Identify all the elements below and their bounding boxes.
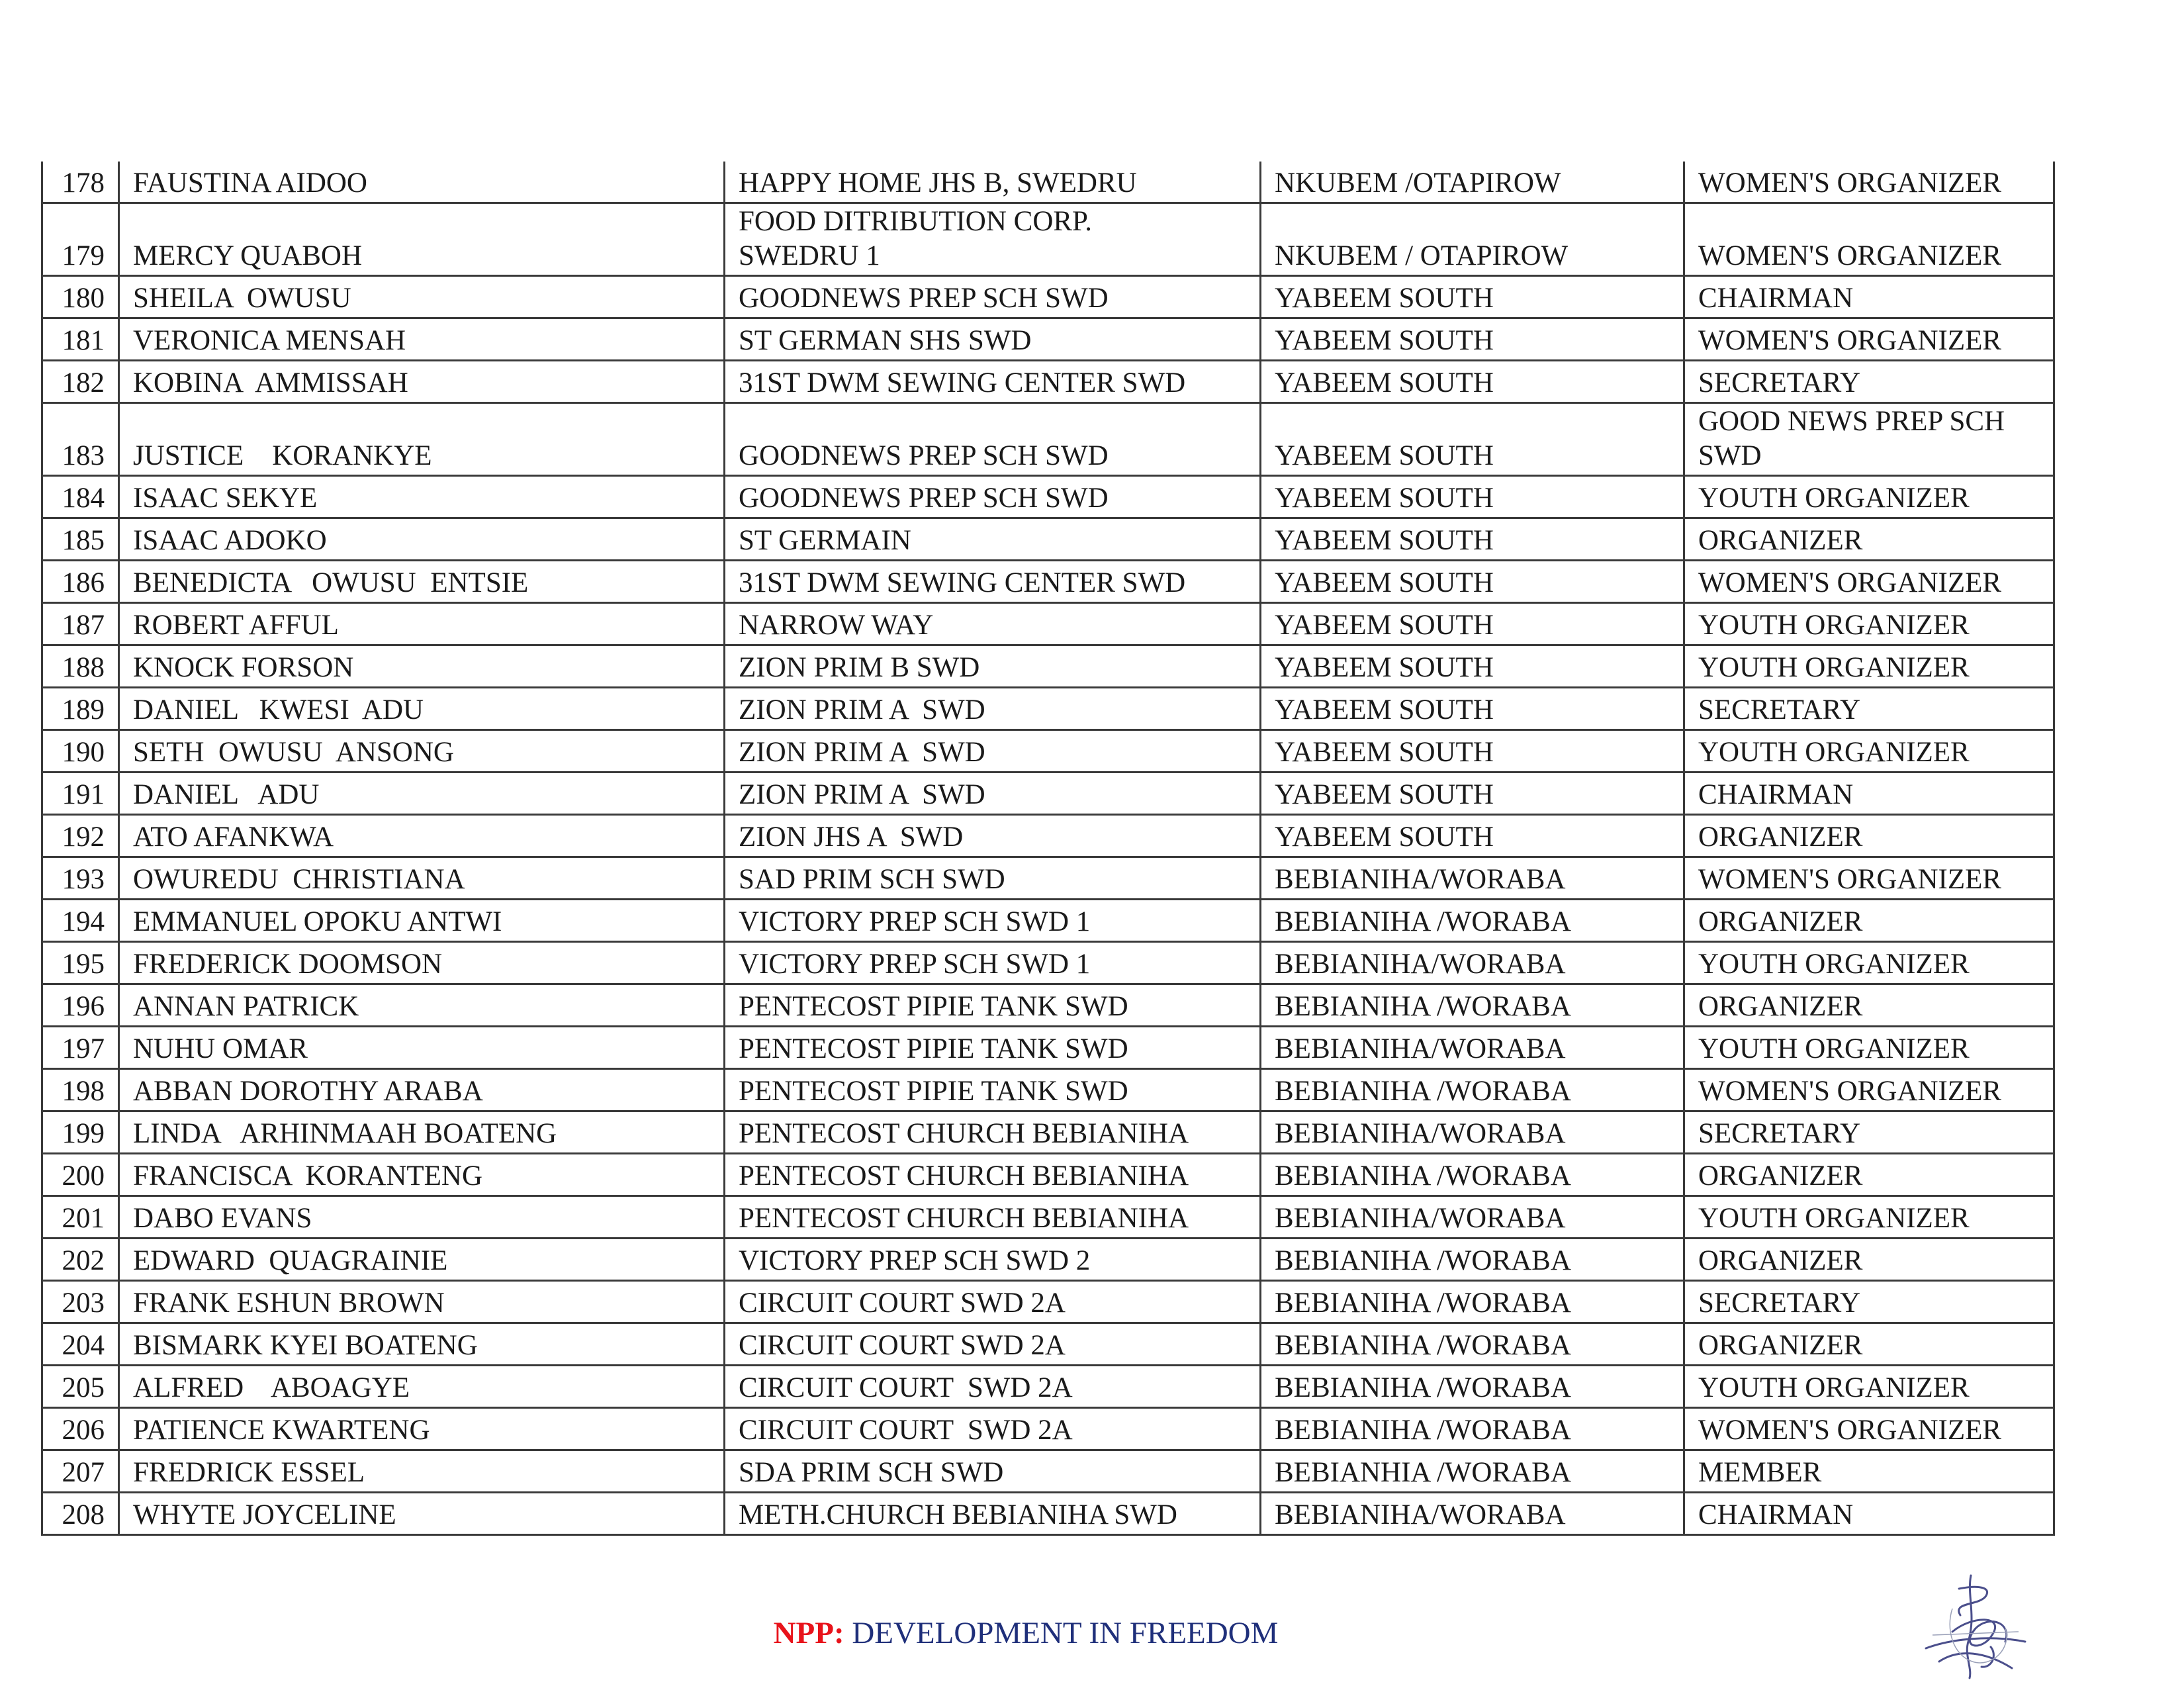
row-number: 207 — [42, 1450, 119, 1493]
row-number: 193 — [42, 857, 119, 900]
area-name: BEBIANIHA/WORABA — [1261, 1196, 1684, 1239]
row-number: 181 — [42, 318, 119, 361]
area-name: BEBIANHIA /WORABA — [1261, 1450, 1684, 1493]
area-name: YABEEM SOUTH — [1261, 276, 1684, 318]
area-name: BEBIANIHA /WORABA — [1261, 1154, 1684, 1196]
row-number: 201 — [42, 1196, 119, 1239]
area-name: BEBIANIHA /WORABA — [1261, 900, 1684, 942]
polling-station: VICTORY PREP SCH SWD 1 — [725, 900, 1261, 942]
position-title: WOMEN'S ORGANIZER — [1684, 1408, 2054, 1450]
footer-motto: DEVELOPMENT IN FREEDOM — [844, 1616, 1279, 1650]
member-name: ROBERT AFFUL — [119, 603, 725, 645]
member-name: SHEILA OWUSU — [119, 276, 725, 318]
polling-station: 31ST DWM SEWING CENTER SWD — [725, 561, 1261, 603]
polling-station: GOODNEWS PREP SCH SWD — [725, 476, 1261, 518]
area-name: YABEEM SOUTH — [1261, 361, 1684, 403]
area-name: BEBIANIHA /WORABA — [1261, 1323, 1684, 1366]
member-name: ISAAC SEKYE — [119, 476, 725, 518]
polling-station: CIRCUIT COURT SWD 2A — [725, 1281, 1261, 1323]
position-title: WOMEN'S ORGANIZER — [1684, 203, 2054, 276]
row-number: 186 — [42, 561, 119, 603]
position-title: YOUTH ORGANIZER — [1684, 1027, 2054, 1069]
member-name: DABO EVANS — [119, 1196, 725, 1239]
position-title: YOUTH ORGANIZER — [1684, 730, 2054, 773]
position-title: YOUTH ORGANIZER — [1684, 1196, 2054, 1239]
member-name: BENEDICTA OWUSU ENTSIE — [119, 561, 725, 603]
area-name: YABEEM SOUTH — [1261, 815, 1684, 857]
row-number: 206 — [42, 1408, 119, 1450]
member-name: NUHU OMAR — [119, 1027, 725, 1069]
table-row — [42, 942, 2054, 984]
row-number: 191 — [42, 773, 119, 815]
polling-station: PENTECOST CHURCH BEBIANIHA — [725, 1196, 1261, 1239]
member-name: DANIEL ADU — [119, 773, 725, 815]
polling-station: VICTORY PREP SCH SWD 1 — [725, 942, 1261, 984]
position-title: ORGANIZER — [1684, 1323, 2054, 1366]
polling-station: PENTECOST PIPIE TANK SWD — [725, 984, 1261, 1027]
member-name: ATO AFANKWA — [119, 815, 725, 857]
polling-station: FOOD DITRIBUTION CORP. SWEDRU 1 — [725, 203, 1261, 276]
row-number: 205 — [42, 1366, 119, 1408]
position-title: SECRETARY — [1684, 1111, 2054, 1154]
member-name: EMMANUEL OPOKU ANTWI — [119, 900, 725, 942]
position-title: ORGANIZER — [1684, 984, 2054, 1027]
position-title: WOMEN'S ORGANIZER — [1684, 857, 2054, 900]
member-name: ALFRED ABOAGYE — [119, 1366, 725, 1408]
position-title: CHAIRMAN — [1684, 276, 2054, 318]
member-name: FRANCISCA KORANTENG — [119, 1154, 725, 1196]
table-row — [42, 1366, 2054, 1408]
area-name: BEBIANIHA/WORABA — [1261, 1493, 1684, 1535]
member-name: VERONICA MENSAH — [119, 318, 725, 361]
row-number: 187 — [42, 603, 119, 645]
row-number: 195 — [42, 942, 119, 984]
position-title: ORGANIZER — [1684, 900, 2054, 942]
table-row — [42, 1154, 2054, 1196]
member-name: OWUREDU CHRISTIANA — [119, 857, 725, 900]
table-row — [42, 318, 2054, 361]
table-row — [42, 1408, 2054, 1450]
footer-party: NPP: — [773, 1616, 844, 1650]
polling-station: CIRCUIT COURT SWD 2A — [725, 1366, 1261, 1408]
table-row — [42, 773, 2054, 815]
member-name: ISAAC ADOKO — [119, 518, 725, 561]
area-name: NKUBEM /OTAPIROW — [1261, 162, 1684, 203]
area-name: YABEEM SOUTH — [1261, 730, 1684, 773]
polling-station: GOODNEWS PREP SCH SWD — [725, 403, 1261, 476]
table-row — [42, 1239, 2054, 1281]
polling-station: PENTECOST CHURCH BEBIANIHA — [725, 1154, 1261, 1196]
position-title: WOMEN'S ORGANIZER — [1684, 318, 2054, 361]
position-title: WOMEN'S ORGANIZER — [1684, 1069, 2054, 1111]
polling-station: PENTECOST PIPIE TANK SWD — [725, 1027, 1261, 1069]
table-row — [42, 518, 2054, 561]
table-row — [42, 1027, 2054, 1069]
table-row — [42, 1281, 2054, 1323]
polling-station: ZION PRIM A SWD — [725, 773, 1261, 815]
signature-image — [1913, 1569, 2032, 1681]
area-name: YABEEM SOUTH — [1261, 603, 1684, 645]
table-row — [42, 857, 2054, 900]
polling-station: PENTECOST CHURCH BEBIANIHA — [725, 1111, 1261, 1154]
roster-table — [41, 162, 2055, 1536]
position-title: YOUTH ORGANIZER — [1684, 645, 2054, 688]
area-name: BEBIANIHA /WORABA — [1261, 1239, 1684, 1281]
position-title: ORGANIZER — [1684, 518, 2054, 561]
table-row — [42, 203, 2054, 276]
area-name: BEBIANIHA/WORABA — [1261, 942, 1684, 984]
position-title: YOUTH ORGANIZER — [1684, 476, 2054, 518]
table-row — [42, 403, 2054, 476]
table-row — [42, 1069, 2054, 1111]
area-name: NKUBEM / OTAPIROW — [1261, 203, 1684, 276]
table-row — [42, 561, 2054, 603]
table-row — [42, 688, 2054, 730]
area-name: YABEEM SOUTH — [1261, 403, 1684, 476]
row-number: 183 — [42, 403, 119, 476]
row-number: 200 — [42, 1154, 119, 1196]
position-title: WOMEN'S ORGANIZER — [1684, 162, 2054, 203]
area-name: YABEEM SOUTH — [1261, 561, 1684, 603]
area-name: YABEEM SOUTH — [1261, 645, 1684, 688]
polling-station: ZION JHS A SWD — [725, 815, 1261, 857]
area-name: BEBIANIHA /WORABA — [1261, 1281, 1684, 1323]
polling-station: PENTECOST PIPIE TANK SWD — [725, 1069, 1261, 1111]
position-title: SECRETARY — [1684, 688, 2054, 730]
row-number: 203 — [42, 1281, 119, 1323]
row-number: 190 — [42, 730, 119, 773]
member-name: FRANK ESHUN BROWN — [119, 1281, 725, 1323]
position-title: YOUTH ORGANIZER — [1684, 603, 2054, 645]
row-number: 198 — [42, 1069, 119, 1111]
polling-station: SDA PRIM SCH SWD — [725, 1450, 1261, 1493]
row-number: 178 — [42, 162, 119, 203]
row-number: 179 — [42, 203, 119, 276]
member-name: MERCY QUABOH — [119, 203, 725, 276]
row-number: 182 — [42, 361, 119, 403]
table-row — [42, 1111, 2054, 1154]
member-name: WHYTE JOYCELINE — [119, 1493, 725, 1535]
polling-station: VICTORY PREP SCH SWD 2 — [725, 1239, 1261, 1281]
table-row — [42, 730, 2054, 773]
position-title: WOMEN'S ORGANIZER — [1684, 561, 2054, 603]
member-name: JUSTICE KORANKYE — [119, 403, 725, 476]
row-number: 185 — [42, 518, 119, 561]
polling-station: ST GERMAN SHS SWD — [725, 318, 1261, 361]
table-row — [42, 645, 2054, 688]
position-title: YOUTH ORGANIZER — [1684, 1366, 2054, 1408]
area-name: BEBIANIHA /WORABA — [1261, 984, 1684, 1027]
table-row — [42, 603, 2054, 645]
row-number: 180 — [42, 276, 119, 318]
table-row — [42, 476, 2054, 518]
polling-station: METH.CHURCH BEBIANIHA SWD — [725, 1493, 1261, 1535]
area-name: BEBIANIHA/WORABA — [1261, 1027, 1684, 1069]
row-number: 194 — [42, 900, 119, 942]
table-row — [42, 815, 2054, 857]
member-name: ABBAN DOROTHY ARABA — [119, 1069, 725, 1111]
row-number: 188 — [42, 645, 119, 688]
roster-body — [42, 162, 2054, 1535]
table-row — [42, 1493, 2054, 1535]
table-row — [42, 1450, 2054, 1493]
member-name: FAUSTINA AIDOO — [119, 162, 725, 203]
area-name: YABEEM SOUTH — [1261, 318, 1684, 361]
position-title: ORGANIZER — [1684, 1154, 2054, 1196]
area-name: YABEEM SOUTH — [1261, 773, 1684, 815]
position-title: SECRETARY — [1684, 361, 2054, 403]
footer — [0, 1615, 2052, 1651]
polling-station: ST GERMAIN — [725, 518, 1261, 561]
polling-station: NARROW WAY — [725, 603, 1261, 645]
member-name: ANNAN PATRICK — [119, 984, 725, 1027]
position-title: CHAIRMAN — [1684, 773, 2054, 815]
area-name: BEBIANIHA /WORABA — [1261, 1069, 1684, 1111]
position-title: ORGANIZER — [1684, 1239, 2054, 1281]
position-title: YOUTH ORGANIZER — [1684, 942, 2054, 984]
row-number: 189 — [42, 688, 119, 730]
polling-station: SAD PRIM SCH SWD — [725, 857, 1261, 900]
row-number: 192 — [42, 815, 119, 857]
table-row — [42, 276, 2054, 318]
row-number: 204 — [42, 1323, 119, 1366]
member-name: DANIEL KWESI ADU — [119, 688, 725, 730]
polling-station: CIRCUIT COURT SWD 2A — [725, 1323, 1261, 1366]
area-name: YABEEM SOUTH — [1261, 688, 1684, 730]
member-name: PATIENCE KWARTENG — [119, 1408, 725, 1450]
position-title: SECRETARY — [1684, 1281, 2054, 1323]
area-name: YABEEM SOUTH — [1261, 518, 1684, 561]
polling-station: 31ST DWM SEWING CENTER SWD — [725, 361, 1261, 403]
member-name: EDWARD QUAGRAINIE — [119, 1239, 725, 1281]
member-name: FREDERICK DOOMSON — [119, 942, 725, 984]
table-row — [42, 361, 2054, 403]
area-name: BEBIANIHA /WORABA — [1261, 1366, 1684, 1408]
row-number: 196 — [42, 984, 119, 1027]
polling-station: GOODNEWS PREP SCH SWD — [725, 276, 1261, 318]
member-name: FREDRICK ESSEL — [119, 1450, 725, 1493]
row-number: 208 — [42, 1493, 119, 1535]
position-title: MEMBER — [1684, 1450, 2054, 1493]
table-row — [42, 1323, 2054, 1366]
polling-station: CIRCUIT COURT SWD 2A — [725, 1408, 1261, 1450]
position-title: ORGANIZER — [1684, 815, 2054, 857]
position-title: GOOD NEWS PREP SCH SWD — [1684, 403, 2054, 476]
table-row — [42, 900, 2054, 942]
polling-station: ZION PRIM A SWD — [725, 688, 1261, 730]
member-name: KNOCK FORSON — [119, 645, 725, 688]
table-row — [42, 1196, 2054, 1239]
table-row — [42, 984, 2054, 1027]
row-number: 184 — [42, 476, 119, 518]
area-name: YABEEM SOUTH — [1261, 476, 1684, 518]
polling-station: ZION PRIM B SWD — [725, 645, 1261, 688]
member-name: KOBINA AMMISSAH — [119, 361, 725, 403]
table-row — [42, 162, 2054, 203]
area-name: BEBIANIHA/WORABA — [1261, 857, 1684, 900]
polling-station: HAPPY HOME JHS B, SWEDRU — [725, 162, 1261, 203]
area-name: BEBIANIHA/WORABA — [1261, 1111, 1684, 1154]
row-number: 199 — [42, 1111, 119, 1154]
polling-station: ZION PRIM A SWD — [725, 730, 1261, 773]
row-number: 197 — [42, 1027, 119, 1069]
member-name: LINDA ARHINMAAH BOATENG — [119, 1111, 725, 1154]
area-name: BEBIANIHA /WORABA — [1261, 1408, 1684, 1450]
member-name: BISMARK KYEI BOATENG — [119, 1323, 725, 1366]
position-title: CHAIRMAN — [1684, 1493, 2054, 1535]
member-name: SETH OWUSU ANSONG — [119, 730, 725, 773]
row-number: 202 — [42, 1239, 119, 1281]
